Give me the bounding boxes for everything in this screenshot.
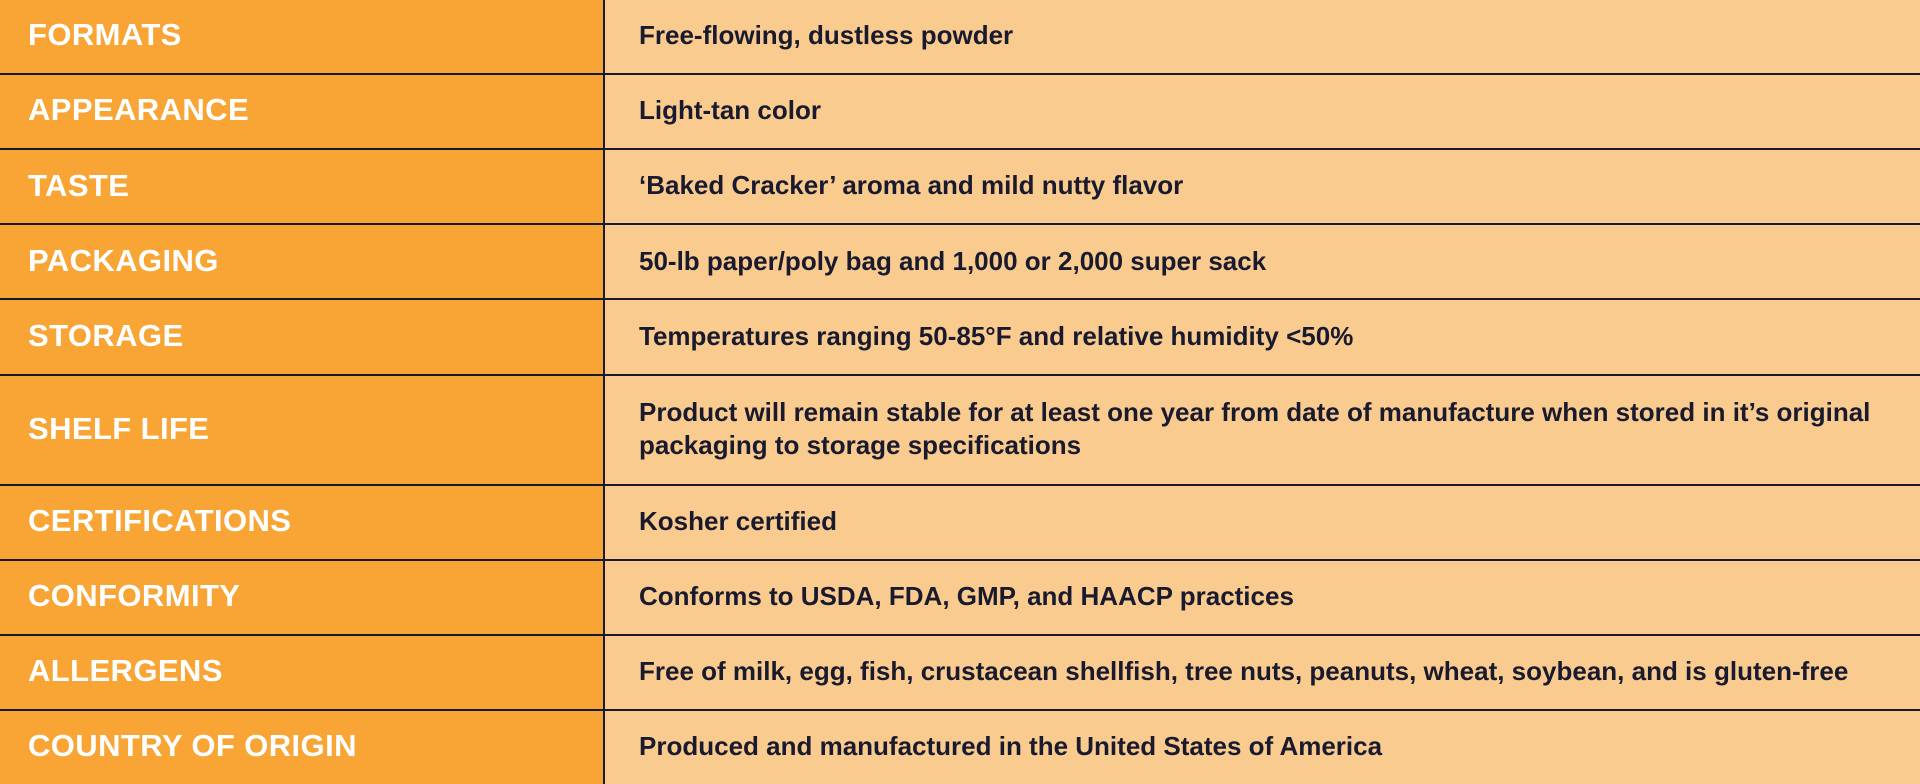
table-row bbox=[0, 74, 1920, 149]
spec-value-storage: Temperatures ranging 50-85°F and relative humidity <50% bbox=[604, 299, 1920, 374]
table-row bbox=[0, 299, 1920, 374]
spec-label-certifications: CERTIFICATIONS bbox=[0, 485, 604, 560]
spec-label-conformity: CONFORMITY bbox=[0, 560, 604, 635]
spec-value-taste: ‘Baked Cracker’ aroma and mild nutty flavor bbox=[604, 149, 1920, 224]
spec-value-appearance: Light-tan color bbox=[604, 74, 1920, 149]
spec-value-allergens: Free of milk, egg, fish, crustacean shellfish, tree nuts, peanuts, wheat, soybean, and is gluten-free bbox=[604, 635, 1920, 710]
spec-label-appearance: APPEARANCE bbox=[0, 74, 604, 149]
table-row bbox=[0, 0, 1920, 74]
spec-label-allergens: ALLERGENS bbox=[0, 635, 604, 710]
spec-value-packaging: 50-lb paper/poly bag and 1,000 or 2,000 super sack bbox=[604, 224, 1920, 299]
spec-label-packaging: PACKAGING bbox=[0, 224, 604, 299]
table-row bbox=[0, 560, 1920, 635]
spec-value-country-of-origin: Produced and manufactured in the United States of America bbox=[604, 710, 1920, 784]
spec-value-shelf-life: Product will remain stable for at least one year from date of manufacture when stored in it’s original packaging to storage specifications bbox=[604, 375, 1920, 485]
table-row bbox=[0, 224, 1920, 299]
spec-label-shelf-life: SHELF LIFE bbox=[0, 375, 604, 485]
table-row bbox=[0, 710, 1920, 784]
spec-value-certifications: Kosher certified bbox=[604, 485, 1920, 560]
spec-value-formats: Free-flowing, dustless powder bbox=[604, 0, 1920, 74]
spec-label-taste: TASTE bbox=[0, 149, 604, 224]
table-row bbox=[0, 635, 1920, 710]
table-row bbox=[0, 149, 1920, 224]
spec-label-formats: FORMATS bbox=[0, 0, 604, 74]
spec-value-conformity: Conforms to USDA, FDA, GMP, and HAACP practices bbox=[604, 560, 1920, 635]
spec-label-country-of-origin: COUNTRY OF ORIGIN bbox=[0, 710, 604, 784]
table-row bbox=[0, 375, 1920, 485]
table-row bbox=[0, 485, 1920, 560]
spec-label-storage: STORAGE bbox=[0, 299, 604, 374]
